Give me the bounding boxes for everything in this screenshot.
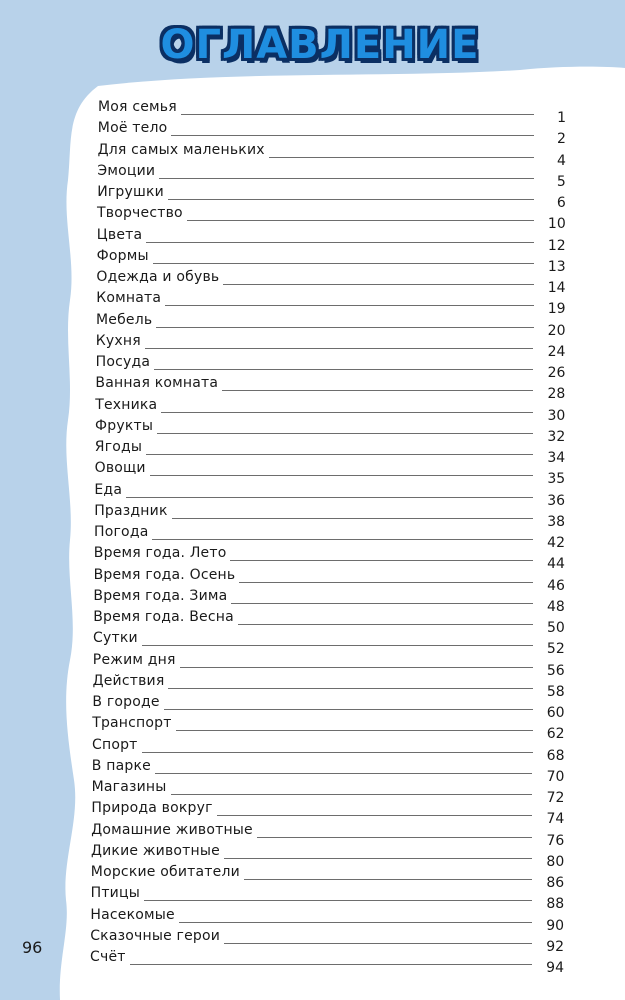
toc-leader-line xyxy=(244,879,532,880)
toc-leader-line xyxy=(231,603,532,604)
toc-entry-title: Творчество xyxy=(97,205,183,222)
toc-entry-title: Праздник xyxy=(94,502,168,519)
toc-entry-page: 46 xyxy=(547,577,565,594)
toc-entry-page: 68 xyxy=(546,747,565,764)
toc-leader-line xyxy=(224,943,532,944)
toc-entry-page: 4 xyxy=(556,152,566,169)
toc-entry xyxy=(90,882,565,913)
toc-leader-line xyxy=(230,560,532,561)
toc-entry-page: 52 xyxy=(546,641,565,658)
toc-entry xyxy=(97,202,566,233)
toc-entry-title: Кухня xyxy=(95,332,141,349)
toc-leader-line xyxy=(180,667,533,668)
toc-entry-page: 32 xyxy=(547,428,566,445)
toc-entry-page: 60 xyxy=(546,705,565,721)
toc-entry-title: Насекомые xyxy=(90,906,175,923)
toc-entry xyxy=(93,627,565,658)
toc-entry xyxy=(98,96,566,126)
toc-leader-line xyxy=(217,815,533,816)
toc-entry-title: Птицы xyxy=(90,885,140,902)
toc-entry xyxy=(97,139,566,169)
toc-entry-page: 62 xyxy=(546,726,565,743)
toc-entry-page: 38 xyxy=(547,513,566,530)
toc-entry xyxy=(97,117,566,148)
toc-entry-page: 10 xyxy=(547,216,566,233)
toc-entry-page: 70 xyxy=(546,768,565,785)
toc-entry-page: 42 xyxy=(547,535,565,551)
toc-leader-line xyxy=(239,582,533,583)
toc-leader-line xyxy=(154,369,533,370)
toc-entry-page: 28 xyxy=(547,386,566,403)
toc-leader-line xyxy=(172,518,533,519)
toc-entry-title: Формы xyxy=(96,247,149,264)
toc-entry-page: 36 xyxy=(547,492,566,509)
toc-leader-line xyxy=(171,135,534,136)
toc-leader-line xyxy=(146,454,533,455)
toc-leader-line xyxy=(164,709,533,710)
toc-entry-title: Сутки xyxy=(93,630,138,647)
toc-entry-page: 74 xyxy=(546,811,565,828)
toc-leader-line xyxy=(142,752,533,753)
toc-entry-title: Техника xyxy=(95,396,158,413)
toc-leader-line xyxy=(146,242,533,243)
toc-entry-page: 56 xyxy=(546,662,565,679)
toc-leader-line xyxy=(152,539,533,540)
toc-entry-page: 24 xyxy=(547,343,566,360)
toc-entry-title: Одежда и обувь xyxy=(96,269,220,285)
toc-leader-line xyxy=(157,433,533,434)
toc-leader-line xyxy=(176,730,533,731)
toc-entry-page: 14 xyxy=(547,280,566,296)
toc-entry-title: Ягоды xyxy=(94,439,143,455)
toc-entry-title: Погода xyxy=(94,524,149,540)
toc-entry-page: 50 xyxy=(546,620,565,636)
toc-entry-title: Время года. Весна xyxy=(93,609,234,625)
toc-entry-title: Режим дня xyxy=(92,651,176,668)
toc-entry-page: 30 xyxy=(547,407,566,424)
toc-leader-line xyxy=(156,327,533,328)
toc-leader-line xyxy=(171,794,533,795)
toc-entry-page: 58 xyxy=(546,683,565,700)
toc-entry-title: Счёт xyxy=(90,949,126,965)
toc-entry-title: Время года. Осень xyxy=(93,566,236,583)
toc-entry-page: 72 xyxy=(546,790,565,806)
toc-entry-title: Овощи xyxy=(94,460,146,477)
toc-entry-page: 34 xyxy=(547,450,566,466)
toc-entry-title: Моё тело xyxy=(97,120,168,137)
toc-leader-line xyxy=(168,688,532,689)
toc-entry-title: Моя семья xyxy=(98,99,177,115)
toc-entry-title: Посуда xyxy=(95,354,151,370)
toc-leader-line xyxy=(142,645,533,646)
toc-entry-title: Время года. Зима xyxy=(93,587,228,604)
toc-leader-line xyxy=(238,624,533,625)
toc-entry-page: 76 xyxy=(546,832,565,849)
toc-entry-title: Эмоции xyxy=(97,162,156,179)
toc-entry xyxy=(97,160,566,190)
toc-leader-line xyxy=(179,922,532,923)
toc-entry xyxy=(94,457,566,488)
toc-entry-page: 94 xyxy=(546,960,564,976)
toc-entry-page: 92 xyxy=(546,938,565,955)
toc-entry-page: 86 xyxy=(546,875,565,891)
toc-entry-title: Для самых маленьких xyxy=(97,141,265,158)
toc-entry-page: 26 xyxy=(547,365,566,381)
toc-entry-title: Мебель xyxy=(96,311,153,328)
toc-entry xyxy=(93,542,565,573)
toc-leader-line xyxy=(155,773,532,774)
toc-entry-title: Природа вокруг xyxy=(91,800,213,817)
toc-entry-page: 20 xyxy=(547,322,566,339)
toc-entry-title: Спорт xyxy=(92,736,138,753)
toc-entry-page: 80 xyxy=(546,853,565,870)
page-title: ОГЛАВЛЕНИЕ xyxy=(160,22,480,68)
toc-entry-title: Время года. Лето xyxy=(93,545,227,562)
toc-leader-line xyxy=(153,263,534,264)
toc-leader-line xyxy=(223,284,533,285)
toc-entry-title: Магазины xyxy=(91,779,167,795)
toc-leader-line xyxy=(187,220,534,221)
toc-leader-line xyxy=(145,348,534,349)
toc-leader-line xyxy=(181,114,534,115)
toc-entry-title: Дикие животные xyxy=(91,842,220,859)
toc-entry-page: 6 xyxy=(556,195,566,211)
toc-entry-page: 13 xyxy=(547,258,566,275)
toc-leader-line xyxy=(150,475,533,476)
toc-entry-page: 12 xyxy=(547,237,566,254)
toc-leader-line xyxy=(144,900,532,901)
toc-entry-title: Домашние животные xyxy=(91,821,253,838)
page-number: 96 xyxy=(22,938,43,957)
toc-entry-page: 88 xyxy=(546,896,565,913)
toc-entry-title: Транспорт xyxy=(92,715,172,732)
toc-leader-line xyxy=(161,412,533,413)
toc-entry-title: В парке xyxy=(91,757,151,774)
toc-leader-line xyxy=(159,178,534,179)
toc-entry xyxy=(97,181,566,211)
toc-entry-page: 2 xyxy=(557,131,566,148)
toc-entry-page: 19 xyxy=(547,301,566,318)
toc-entry-title: Морские обитатели xyxy=(90,864,240,880)
toc-leader-line xyxy=(130,964,532,965)
toc-entry-title: Игрушки xyxy=(97,184,164,200)
toc-entry-page: 1 xyxy=(557,110,566,126)
toc-leader-line xyxy=(165,305,533,306)
toc-leader-line xyxy=(222,390,533,391)
toc-entry-page: 44 xyxy=(547,556,565,573)
toc-entry-page: 5 xyxy=(556,173,566,190)
toc-entry-page: 90 xyxy=(546,917,565,934)
toc-leader-line xyxy=(257,837,532,838)
toc-entry-title: Ванная комната xyxy=(95,375,219,392)
toc-entry-title: Действия xyxy=(92,672,165,689)
toc-leader-line xyxy=(269,157,534,158)
toc-entry-title: Фрукты xyxy=(95,417,154,434)
toc-entry-title: Комната xyxy=(96,290,162,307)
toc-entry-title: Еда xyxy=(94,481,123,498)
toc-entry-title: Цвета xyxy=(96,226,143,243)
toc-leader-line xyxy=(224,858,532,859)
toc-entry-page: 35 xyxy=(547,471,566,488)
toc-leader-line xyxy=(126,497,533,498)
toc-entry-title: В городе xyxy=(92,694,160,710)
toc-entry-title: Сказочные герои xyxy=(90,927,221,944)
toc-leader-line xyxy=(168,199,534,200)
toc-entry-page: 48 xyxy=(547,598,565,615)
